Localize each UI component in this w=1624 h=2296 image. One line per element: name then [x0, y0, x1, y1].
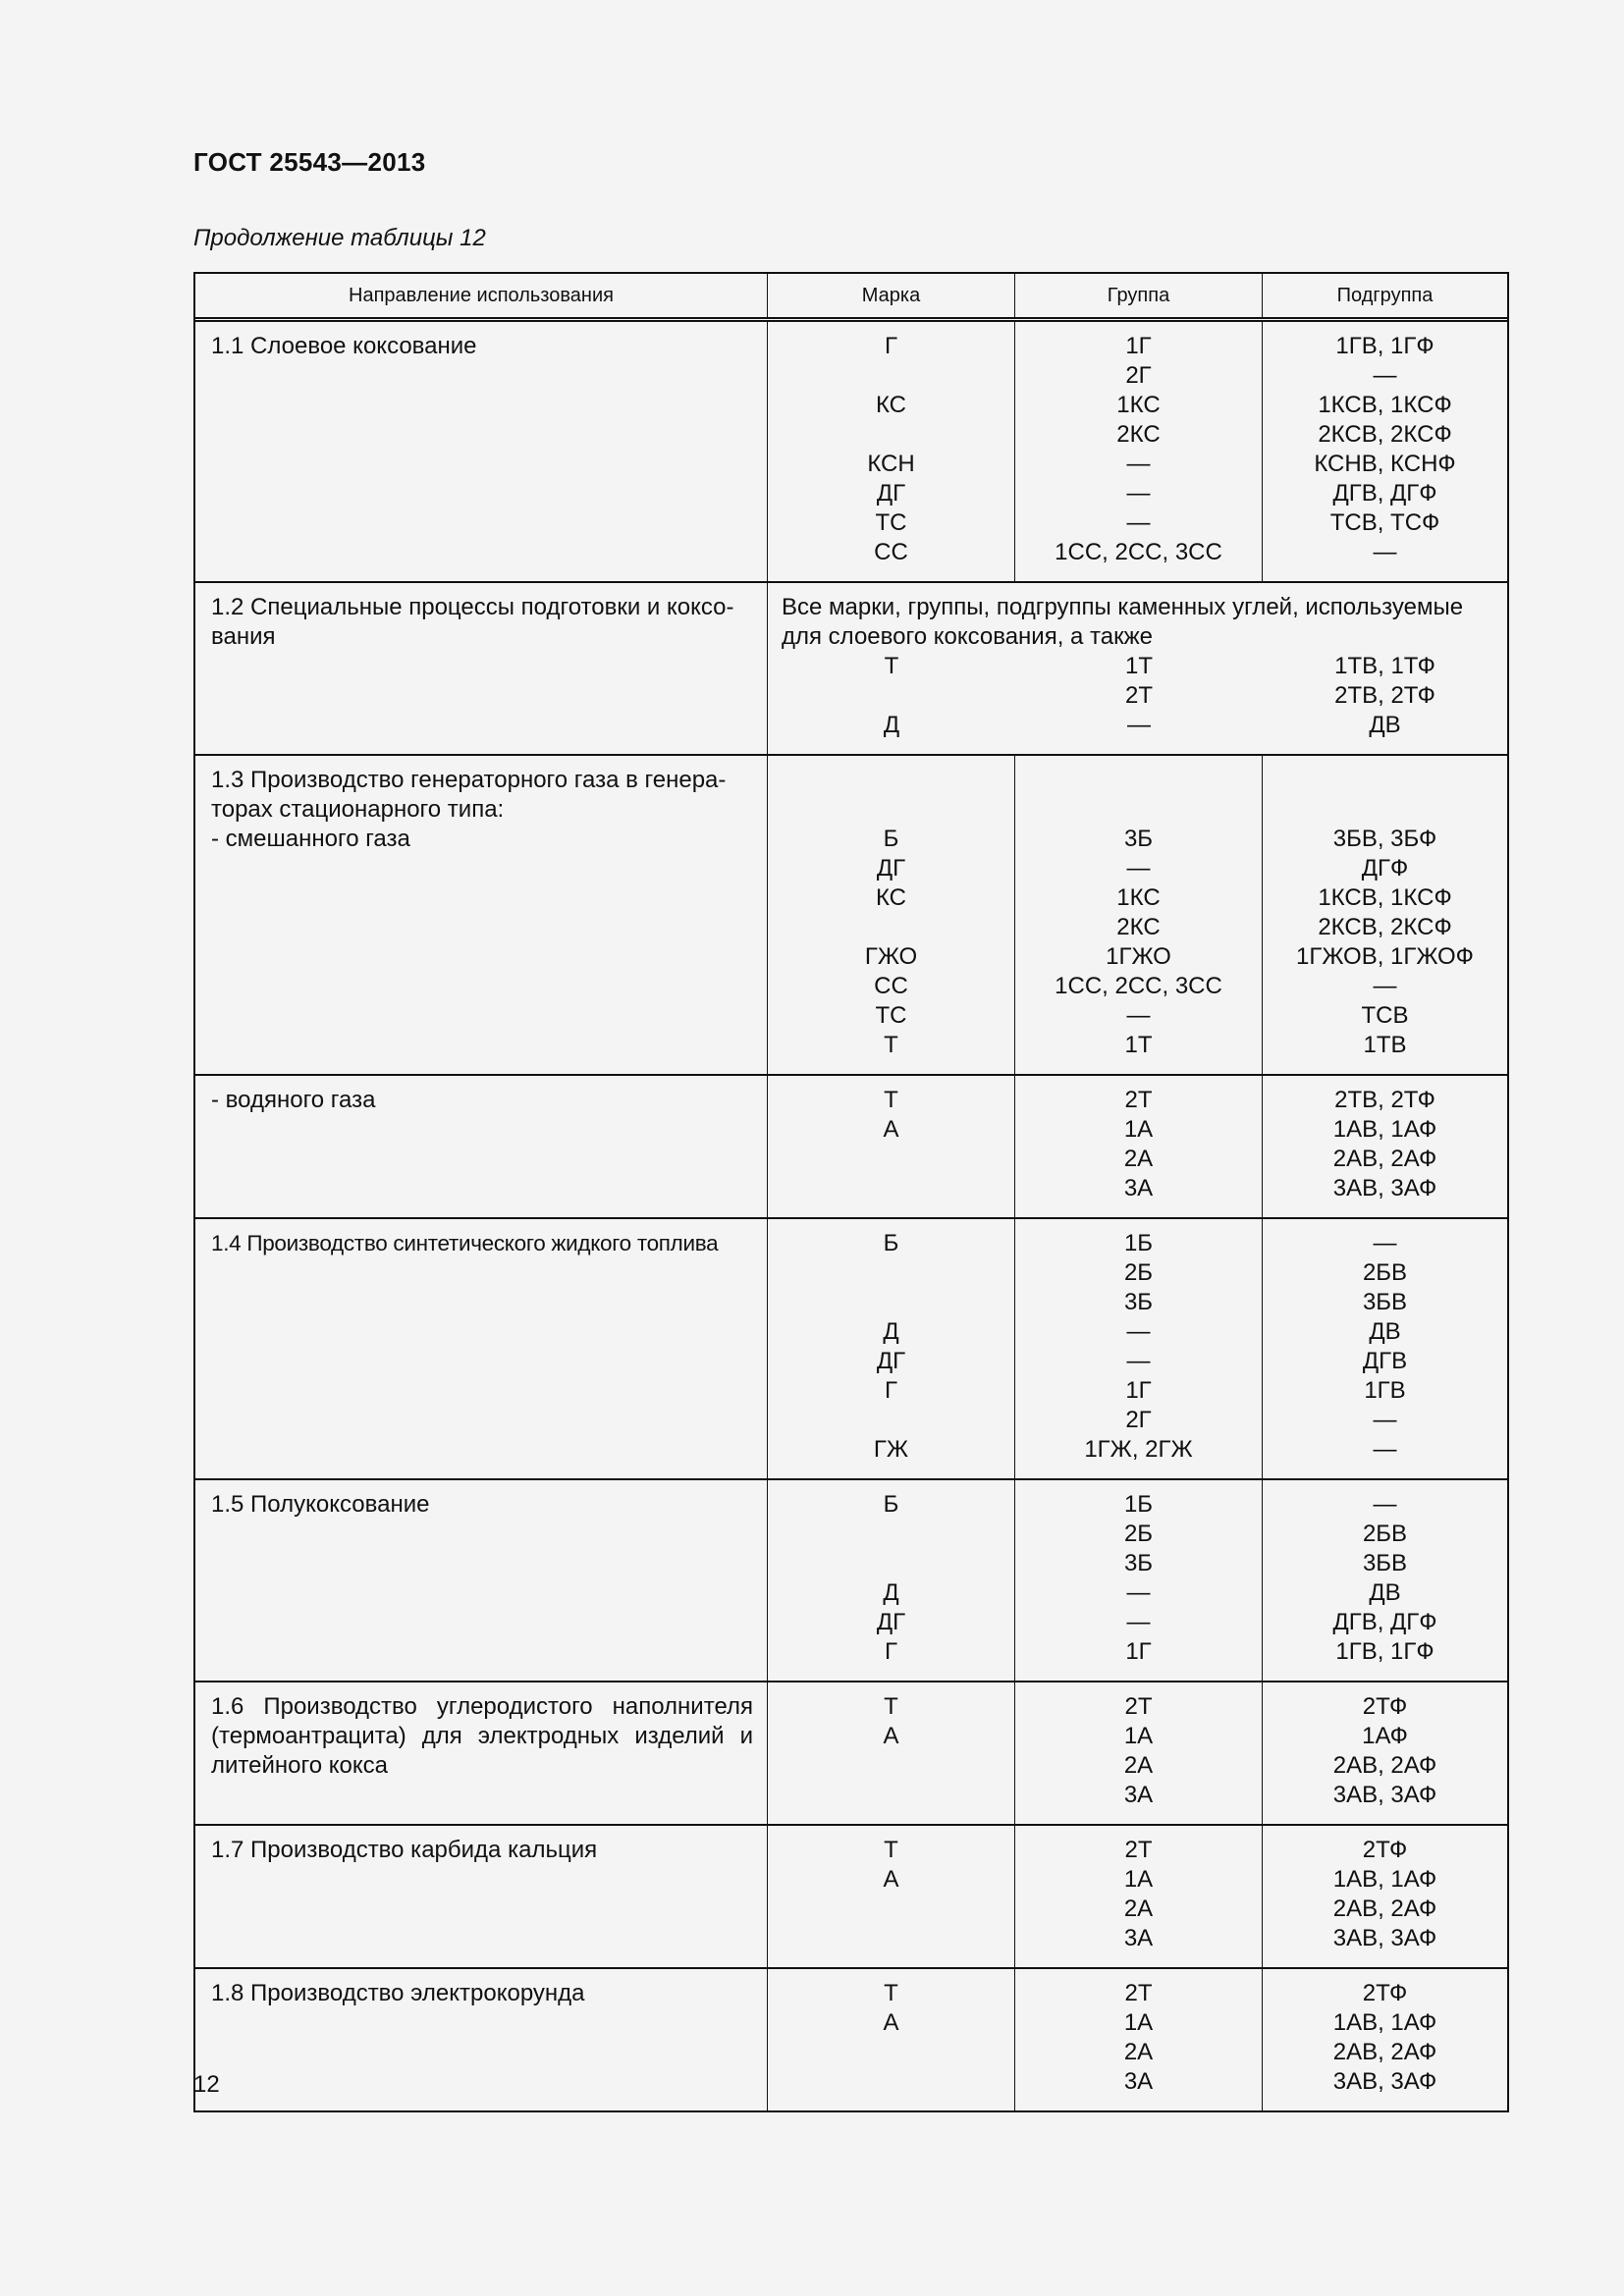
cell-value: ТСВ, ТСФ — [1329, 509, 1440, 536]
cell-value: 3А — [1123, 2068, 1154, 2095]
table-row-group — [195, 1826, 1507, 1969]
cell-value: 2Г — [1125, 362, 1152, 389]
cell-value: ТС — [875, 1002, 907, 1029]
cell-value: А — [883, 1723, 899, 1749]
cell-value: 1КС — [1116, 884, 1161, 911]
table-row-group — [195, 1969, 1507, 2110]
cell-value — [768, 1174, 1014, 1203]
usage-direction-cell — [195, 756, 768, 1074]
cell-value — [768, 1781, 1014, 1810]
cell-value: 1ГВ — [1364, 1377, 1406, 1404]
cell-value: ДВ — [1369, 1318, 1401, 1345]
usage-direction-line: 1.8 Производство электрокорунда — [211, 1980, 585, 2006]
cell-value: 3Б — [1123, 826, 1154, 852]
cell-value: 2ТФ — [1362, 1837, 1408, 1863]
cell-value — [768, 1145, 1014, 1174]
cell-value: 1КС — [1116, 392, 1161, 418]
table-row-group — [195, 1480, 1507, 1682]
cell-value: — — [1126, 480, 1151, 507]
group-cell — [1015, 322, 1263, 581]
cell-value: 1ГЖО — [1106, 943, 1171, 970]
col-header-mark: Марка — [768, 274, 1015, 317]
subgroup-cell — [1263, 322, 1507, 581]
blank-line — [1015, 766, 1262, 795]
subgroup-cell — [1263, 1826, 1507, 1967]
table-caption: Продолжение таблицы 12 — [193, 225, 486, 251]
cell-value: 2АВ, 2АФ — [1332, 1896, 1437, 1922]
usage-direction-cell — [195, 583, 768, 754]
blank-line — [1263, 766, 1507, 795]
cell-value: Т — [884, 1980, 898, 2006]
blank-line — [768, 766, 1014, 795]
cell-value: 2КС — [1116, 421, 1161, 448]
usage-direction-cell — [195, 1969, 768, 2110]
cell-value: Д — [883, 1318, 899, 1345]
group-cell — [1015, 1969, 1263, 2110]
cell-value: 2А — [1123, 1146, 1154, 1172]
mark-cell — [768, 652, 1015, 754]
cell-value: 1ТВ — [1363, 1032, 1407, 1058]
cell-value: 2Т — [1124, 682, 1153, 709]
cell-value: Д — [883, 712, 900, 738]
cell-value: А — [883, 1116, 899, 1143]
cell-value: — — [1373, 362, 1397, 389]
cell-value: 1АВ, 1АФ — [1332, 1116, 1437, 1143]
usage-direction-line: (термоантрацита) для электродных изделий и — [211, 1723, 753, 1749]
cell-value: ДГ — [876, 855, 906, 881]
span-note-line: для слоевого коксования, а также — [782, 623, 1154, 650]
cell-value: ДГВ, ДГФ — [1332, 1609, 1437, 1635]
cell-value: Г — [885, 333, 897, 359]
group-cell — [1015, 1480, 1263, 1681]
cell-value: Б — [883, 826, 899, 852]
usage-direction-cell — [195, 1219, 768, 1478]
cell-value: 1ГЖОВ, 1ГЖОФ — [1296, 943, 1474, 970]
group-cell — [1015, 1076, 1263, 1217]
cell-value: — — [1373, 1491, 1397, 1518]
blank-line — [768, 795, 1014, 825]
cell-value: 3БВ, 3БФ — [1332, 826, 1437, 852]
cell-value: Г — [885, 1377, 897, 1404]
cell-value: 3АВ, 3АФ — [1332, 1782, 1437, 1808]
cell-value — [768, 1258, 1014, 1288]
usage-direction-line: вания — [211, 623, 276, 650]
cell-value: А — [883, 2009, 899, 2036]
cell-value — [768, 420, 1014, 450]
cell-value: 3А — [1123, 1782, 1154, 1808]
cell-value: 1КСВ, 1КСФ — [1318, 392, 1452, 418]
mark-cell — [768, 1682, 1015, 1824]
usage-direction-line: - водяного газа — [211, 1087, 376, 1113]
cell-value: ДГ — [876, 1609, 906, 1635]
cell-value: 2ТФ — [1362, 1693, 1408, 1720]
cell-value: 2Б — [1123, 1521, 1154, 1547]
cell-value — [768, 1924, 1014, 1953]
group-cell — [1015, 652, 1263, 754]
mark-cell — [768, 1076, 1015, 1217]
cell-value: 2АВ, 2АФ — [1332, 1752, 1437, 1779]
span-note-cell — [768, 583, 1507, 652]
cell-value: КСН — [867, 451, 915, 477]
cell-value: 1А — [1123, 1866, 1154, 1893]
usage-direction-line: 1.6 Производство углеродистого наполнителя — [211, 1693, 753, 1720]
cell-value: 1Т — [1124, 1032, 1153, 1058]
cell-value: 3БВ — [1362, 1289, 1408, 1315]
usage-direction-cell — [195, 1076, 768, 1217]
cell-value: 2А — [1123, 1752, 1154, 1779]
cell-value: 1АФ — [1362, 1723, 1408, 1749]
cell-value: 1Г — [1125, 1638, 1152, 1665]
cell-value: Г — [885, 1638, 897, 1665]
cell-value: 2АВ, 2АФ — [1332, 2039, 1437, 2065]
cell-value: 2ТВ, 2ТФ — [1334, 682, 1435, 709]
cell-value: 3АВ, 3АФ — [1332, 1925, 1437, 1951]
col-header-subgroup: Подгруппа — [1336, 284, 1434, 306]
cell-value: 1ГВ, 1ГФ — [1335, 333, 1435, 359]
cell-value: 2КС — [1116, 914, 1161, 940]
cell-value: — — [1373, 539, 1397, 565]
cell-value: 1КСВ, 1КСФ — [1318, 884, 1452, 911]
cell-value: ТСВ — [1361, 1002, 1409, 1029]
mark-cell — [768, 1219, 1015, 1478]
subgroup-cell — [1263, 1969, 1507, 2110]
cell-value: 2Г — [1125, 1407, 1152, 1433]
blank-line — [1015, 795, 1262, 825]
mark-cell — [768, 1969, 1015, 2110]
subgroup-cell — [1263, 756, 1507, 1074]
cell-value: 2Т — [1124, 1087, 1153, 1113]
cell-value: 1А — [1123, 1116, 1154, 1143]
table-row-group — [195, 1076, 1507, 1219]
cell-value: ДГ — [876, 480, 906, 507]
cell-value: 1ГВ, 1ГФ — [1335, 1638, 1435, 1665]
cell-value: Т — [884, 1087, 898, 1113]
table-row-group — [195, 1219, 1507, 1480]
cell-value: ДГ — [876, 1348, 906, 1374]
cell-value: — — [1126, 451, 1151, 477]
cell-value: 1АВ, 1АФ — [1332, 1866, 1437, 1893]
subgroup-cell — [1263, 652, 1507, 754]
cell-value: 1ТВ, 1ТФ — [1334, 653, 1435, 679]
table-row-group — [195, 1682, 1507, 1826]
page-number: 12 — [193, 2071, 220, 2098]
cell-value: — — [1126, 1348, 1151, 1374]
cell-value: Т — [884, 653, 899, 679]
subgroup-cell — [1263, 1076, 1507, 1217]
cell-value: 3АВ, 3АФ — [1332, 1175, 1437, 1201]
blank-line — [1263, 795, 1507, 825]
cell-value: 1Т — [1124, 653, 1153, 679]
cell-value: — — [1126, 1002, 1151, 1029]
group-cell — [1015, 1682, 1263, 1824]
cell-value: 1Б — [1123, 1230, 1154, 1256]
cell-value: 1АВ, 1АФ — [1332, 2009, 1437, 2036]
coal-usage-table — [193, 272, 1509, 2112]
cell-value: ДГВ, ДГФ — [1332, 480, 1437, 507]
cell-value: 2А — [1123, 1896, 1154, 1922]
cell-value: 2КСВ, 2КСФ — [1318, 914, 1452, 940]
cell-value: Т — [884, 1837, 898, 1863]
cell-value: — — [1373, 1407, 1397, 1433]
group-cell — [1015, 1826, 1263, 1967]
cell-value: 3Б — [1123, 1550, 1154, 1576]
span-note-line: Все марки, группы, подгруппы каменных углей, используемые — [782, 594, 1464, 620]
table-row-group — [195, 756, 1507, 1076]
usage-direction-cell — [195, 322, 768, 581]
cell-value: 2Т — [1124, 1837, 1153, 1863]
cell-value: 1СС, 2СС, 3СС — [1055, 973, 1222, 999]
usage-direction-line: литейного кокса — [211, 1752, 388, 1779]
cell-value: Т — [884, 1032, 898, 1058]
usage-direction-line: 1.2 Специальные процессы подготовки и коксо- — [211, 594, 734, 620]
usage-direction-line: 1.5 Полукоксование — [211, 1491, 430, 1518]
subgroup-cell — [1263, 1219, 1507, 1478]
cell-value: ДВ — [1369, 712, 1401, 738]
cell-value: КС — [875, 884, 907, 911]
table-header — [195, 274, 1507, 322]
mark-cell — [768, 1826, 1015, 1967]
cell-value: ДВ — [1369, 1579, 1401, 1606]
cell-value: Д — [883, 1579, 899, 1606]
cell-value — [768, 1549, 1014, 1578]
cell-value — [768, 1288, 1014, 1317]
table-row-group — [195, 583, 1507, 756]
cell-value: 1СС, 2СС, 3СС — [1055, 539, 1222, 565]
subgroup-cell — [1263, 1480, 1507, 1681]
cell-value: ТС — [875, 509, 907, 536]
cell-value: — — [1126, 1579, 1151, 1606]
group-cell — [1015, 756, 1263, 1074]
cell-value: 3А — [1123, 1925, 1154, 1951]
cell-value: ГЖО — [864, 943, 918, 970]
cell-value: 3БВ — [1362, 1550, 1408, 1576]
cell-value: — — [1373, 1230, 1397, 1256]
usage-direction-line: 1.7 Производство карбида кальция — [211, 1837, 598, 1863]
usage-direction-line: 1.3 Производство генераторного газа в генера- — [211, 767, 727, 793]
col-header-group: Группа — [1015, 274, 1263, 317]
usage-direction-cell — [195, 1682, 768, 1824]
group-cell — [1015, 1219, 1263, 1478]
cell-value: 2АВ, 2АФ — [1332, 1146, 1437, 1172]
cell-value: ДГФ — [1361, 855, 1409, 881]
usage-direction-line: 1.1 Слоевое коксование — [211, 333, 477, 359]
cell-value: — — [1126, 855, 1151, 881]
cell-value: СС — [874, 539, 908, 565]
document-code: ГОСТ 25543—2013 — [193, 147, 426, 177]
cell-value: 2Б — [1123, 1259, 1154, 1286]
cell-value: — — [1127, 712, 1151, 738]
mark-cell — [768, 322, 1015, 581]
cell-value: 1А — [1123, 2009, 1154, 2036]
cell-value — [768, 681, 1015, 711]
table-body — [195, 322, 1507, 2110]
cell-value: СС — [874, 973, 908, 999]
cell-value: — — [1126, 1609, 1151, 1635]
cell-value: КС — [875, 392, 907, 418]
cell-value — [768, 1895, 1014, 1924]
table-row-group — [195, 322, 1507, 583]
usage-direction-cell — [195, 1826, 768, 1967]
cell-value: 2БВ — [1362, 1521, 1408, 1547]
cell-value: 3АВ, 3АФ — [1332, 2068, 1437, 2095]
usage-direction-line: 1.4 Производство синтетического жидкого топлива — [211, 1231, 719, 1255]
col-header-direction: Направление использования — [195, 274, 768, 317]
cell-value — [768, 1406, 1014, 1435]
cell-value — [768, 2038, 1014, 2067]
cell-value: 2ТФ — [1362, 1980, 1408, 2006]
cell-value: Т — [884, 1693, 898, 1720]
usage-direction-line: торах стационарного типа: — [211, 796, 505, 823]
cell-value: 1А — [1123, 1723, 1154, 1749]
cell-value: ДГВ — [1362, 1348, 1408, 1374]
usage-direction-cell — [195, 1480, 768, 1681]
mark-cell — [768, 756, 1015, 1074]
cell-value — [768, 1520, 1014, 1549]
cell-value: 3А — [1123, 1175, 1154, 1201]
cell-value: 1ГЖ, 2ГЖ — [1084, 1436, 1193, 1463]
cell-value: Б — [883, 1230, 899, 1256]
cell-value: 1Г — [1125, 1377, 1152, 1404]
cell-value — [768, 361, 1014, 391]
cell-value: 2Т — [1124, 1693, 1153, 1720]
cell-value: 2Т — [1124, 1980, 1153, 2006]
cell-value: 1Б — [1123, 1491, 1154, 1518]
cell-value: — — [1126, 509, 1151, 536]
cell-value: 1Г — [1125, 333, 1152, 359]
cell-value: — — [1373, 973, 1397, 999]
cell-value: 3Б — [1123, 1289, 1154, 1315]
cell-value — [768, 2067, 1014, 2097]
subgroup-cell — [1263, 1682, 1507, 1824]
cell-value — [768, 913, 1014, 942]
cell-value: 2БВ — [1362, 1259, 1408, 1286]
cell-value: 2А — [1123, 2039, 1154, 2065]
cell-value: 2КСВ, 2КСФ — [1318, 421, 1452, 448]
cell-value: Б — [883, 1491, 899, 1518]
usage-direction-line: - смешанного газа — [211, 826, 410, 852]
mark-cell — [768, 1480, 1015, 1681]
cell-value: — — [1126, 1318, 1151, 1345]
cell-value: — — [1373, 1436, 1397, 1463]
cell-value: КСНВ, КСНФ — [1314, 451, 1456, 477]
cell-value: А — [883, 1866, 899, 1893]
cell-value: ГЖ — [873, 1436, 909, 1463]
cell-value — [768, 1751, 1014, 1781]
cell-value: 2ТВ, 2ТФ — [1334, 1087, 1435, 1113]
